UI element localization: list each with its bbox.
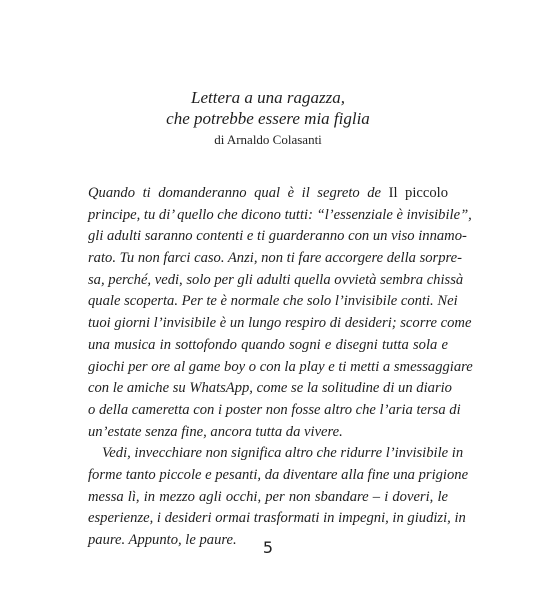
book-title: Il piccolo [388,185,448,201]
page-number: 5 [262,538,274,557]
text-line: principe, tu di’ quello che dicono tutti: “l’essenziale è invisibile”, [88,206,472,223]
text-line: un’estate senza fine, ancora tutta da vivere. [88,423,343,440]
chapter-title-line-1: Lettera a una ragazza, [191,88,345,107]
text-line: gli adulti saranno contenti e ti guarderanno con un viso innamo- [88,228,467,245]
text-line: Vedi, invecchiare non significa altro che ridurre l’invisibile in [102,445,464,462]
text-line: con le amiche su WhatsApp, come se la solitudine di un diario [88,380,452,397]
body-text [88,183,473,552]
text-line: esperienze, i desideri ormai trasformati in impegni, in giudizi, in [88,510,466,527]
text-line: messa lì, in mezzo agli occhi, per non sbandare – i doveri, le [88,488,448,505]
text-line: giochi per ore al game boy o con la play e ti metti a smessaggiare [88,358,473,375]
author-byline: di Arnaldo Colasanti [214,132,322,147]
text-line: forme tanto piccole e pesanti, da diventare alla fine una prigione [88,466,469,483]
text-line: o della cameretta con i poster non fosse altro che l’aria tersa di [88,401,461,418]
text-line: paure. Appunto, le paure. [88,532,237,548]
text-line: quale scoperta. Per te è normale che solo l’invisibile conti. Nei [88,293,458,310]
text-line [88,183,448,205]
chapter-title-line-2: che potrebbe essere mia figlia [166,109,370,128]
text-line: sa, perché, vedi, solo per gli adulti quella ovvietà sembra chissà [88,271,464,288]
text-line: tuoi giorni l’invisibile è un lungo respiro di desideri; scorre come [88,315,472,332]
text-line: una musica in sottofondo quando sogni e disegni tutta sola e [88,336,448,353]
text-segment: Quando ti domanderanno qual è il segreto de [88,185,389,201]
text-line: rato. Tu non farci caso. Anzi, non ti fare accorgere della sorpre- [88,250,463,267]
